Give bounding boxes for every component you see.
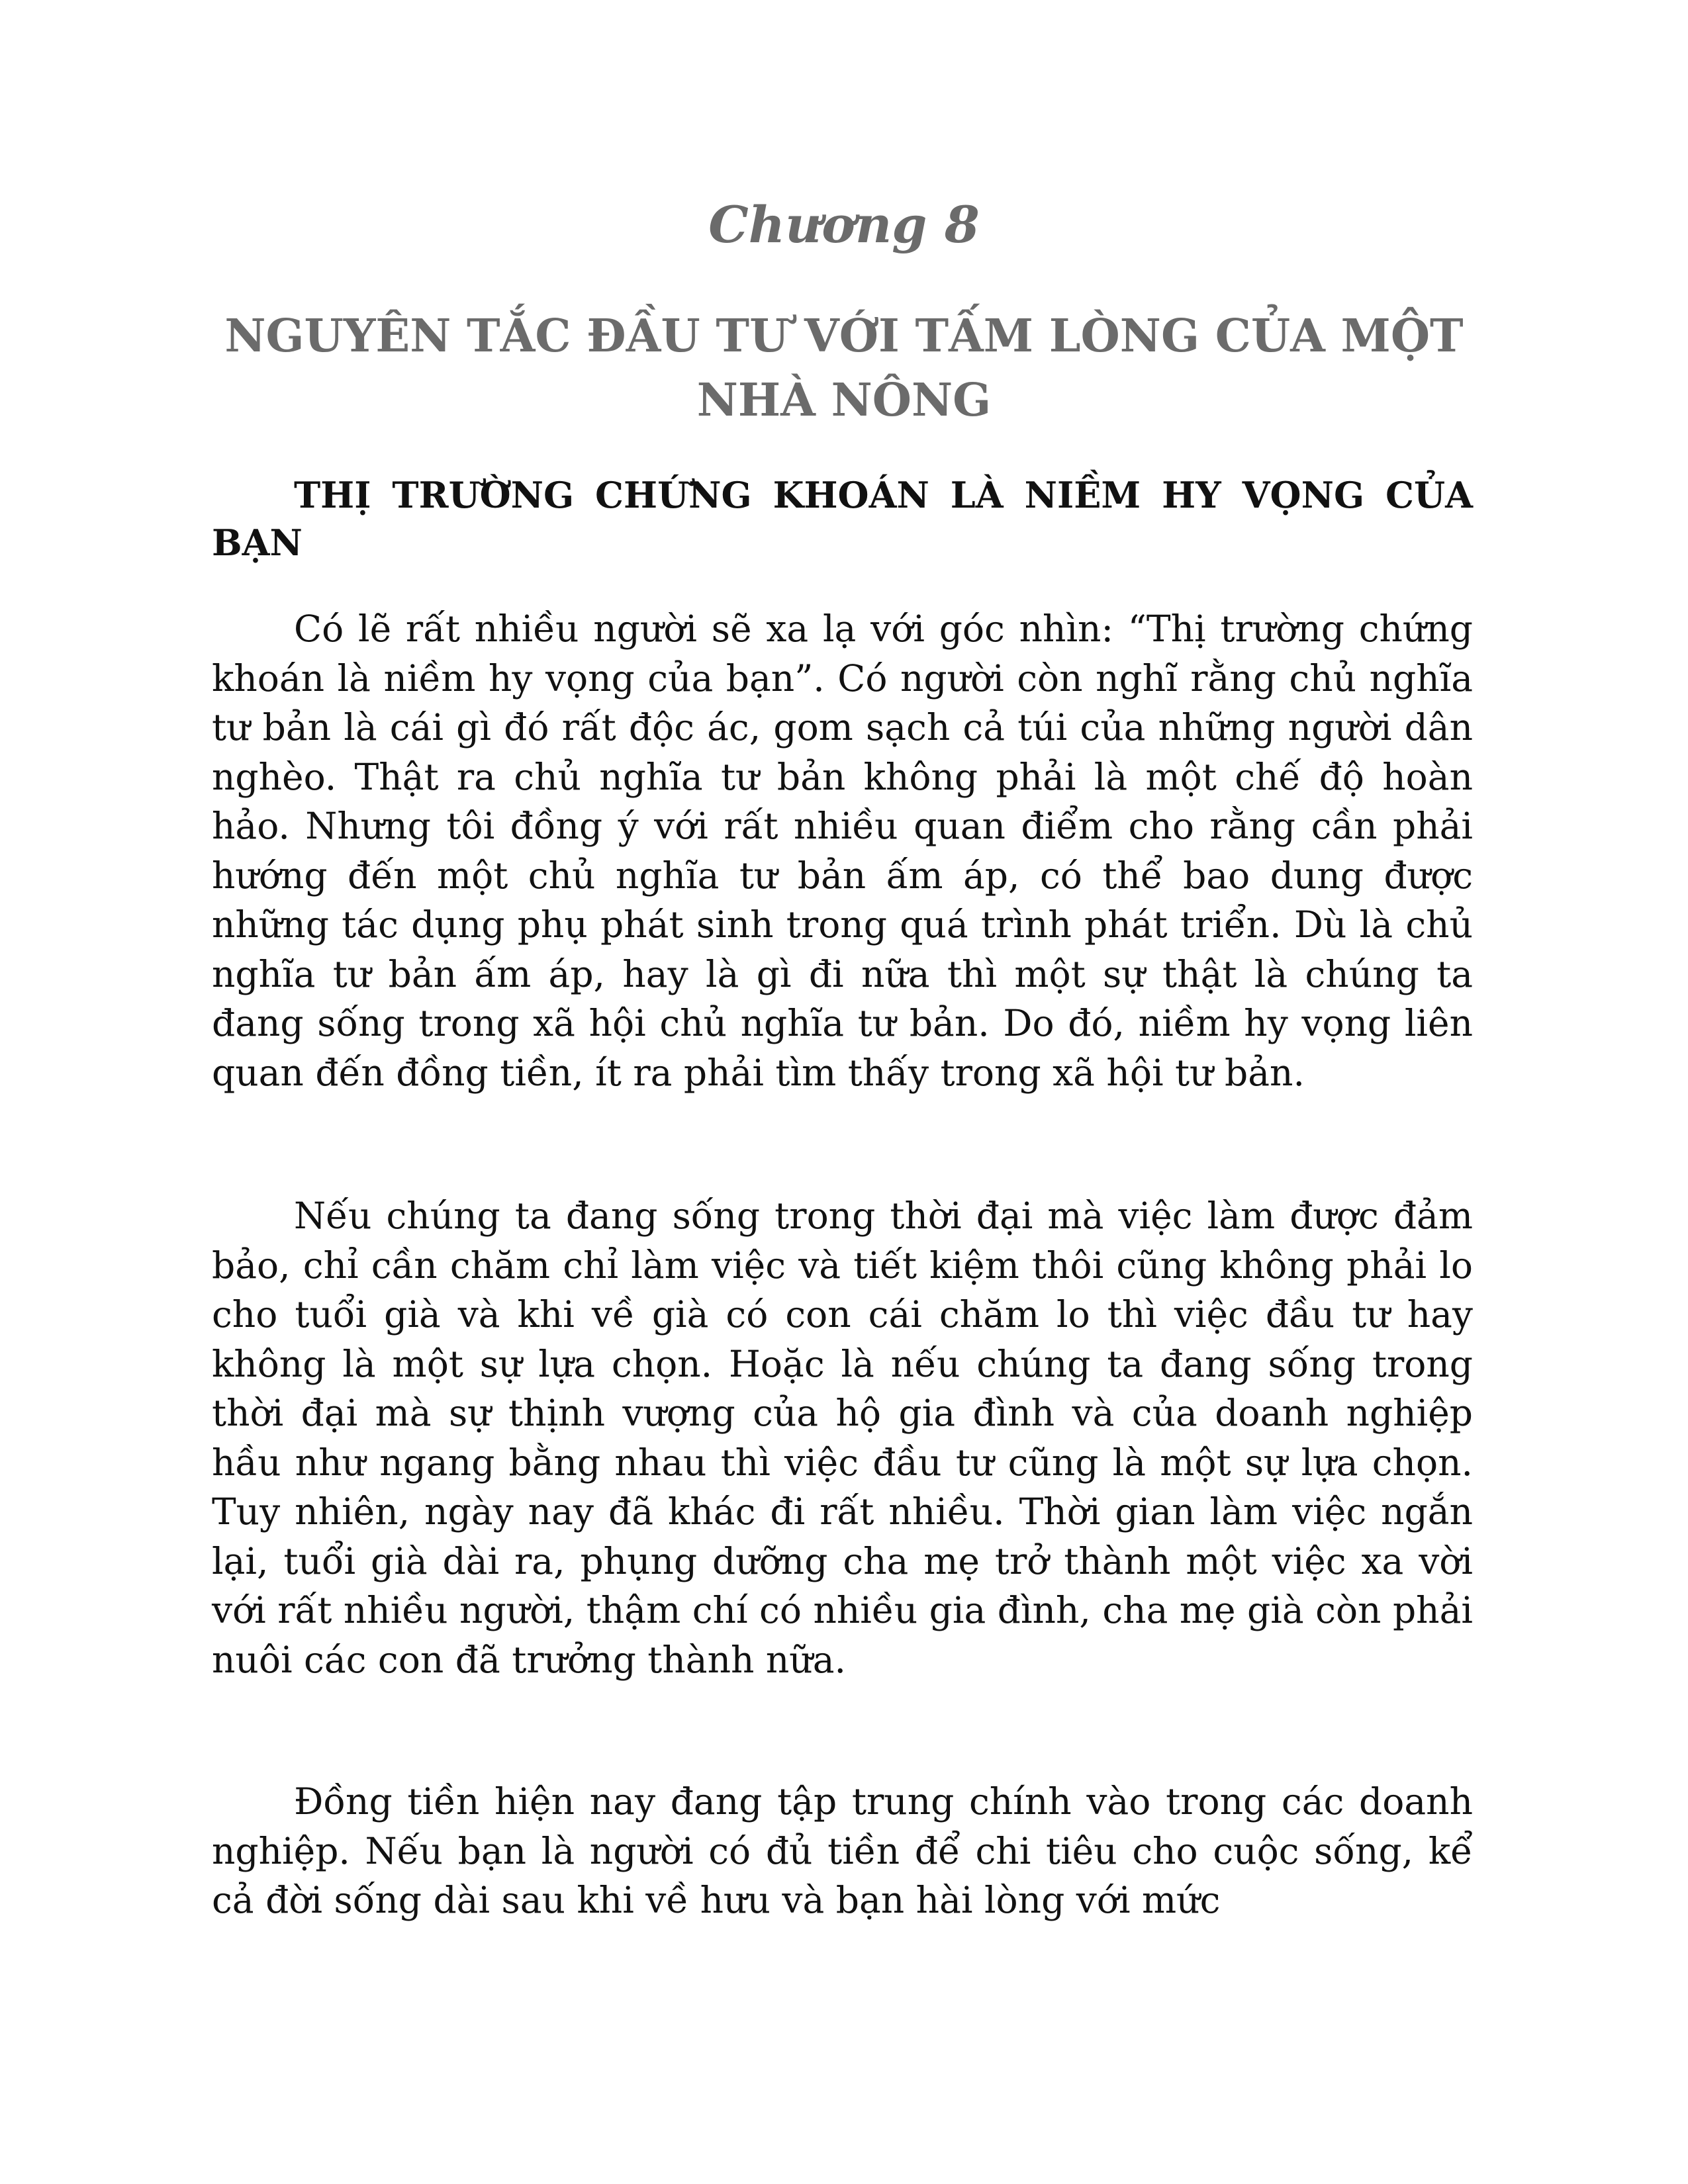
chapter-title: NGUYÊN TẮC ĐẦU TƯ VỚI TẤM LÒNG CỦA MỘT NHÀ NÔNG [224, 310, 1464, 427]
chapter-label: Chương 8 [708, 195, 980, 254]
body-paragraph: Đồng tiền hiện nay đang tập trung chính vào trong các doanh nghiệp. Nếu bạn là người có đủ tiền để chi tiêu cho cuộc sống, kể cả đời sống dài sau khi về hưu và bạn hài lòng với mức [212, 1780, 1473, 1921]
section-heading: THỊ TRƯỜNG CHỨNG KHOÁN LÀ NIỀM HY VỌNG CỦA BẠN [212, 474, 1473, 564]
body-paragraph: Nếu chúng ta đang sống trong thời đại mà việc làm được đảm bảo, chỉ cần chăm chỉ làm việc và tiết kiệm thôi cũng không phải lo cho tuổi già và khi về già có con cái chăm lo thì việc đầu tư hay không là một sự lựa chọn. Hoặc là nếu chúng ta đang sống trong thời đại mà sự thịnh vượng của hộ gia đình và của doanh nghiệp hầu như ngang bằng nhau thì việc đầu tư cũng là một sự lựa chọn. Tuy nhiên, ngày nay đã khác đi rất nhiều. Thời gian làm việc ngắn lại, tuổi già dài ra, phụng dưỡng cha mẹ trở thành một việc xa vời với rất nhiều người, thậm chí có nhiều gia đình, cha mẹ già còn phải nuôi các con đã trưởng thành nữa. [212, 1195, 1473, 1681]
body-paragraph: Có lẽ rất nhiều người sẽ xa lạ với góc nhìn: “Thị trường chứng khoán là niềm hy vọng của bạn”. Có người còn nghĩ rằng chủ nghĩa tư bản là cái gì đó rất độc ác, gom sạch cả túi của những người dân nghèo. Thật ra chủ nghĩa tư bản không phải là một chế độ hoàn hảo. Nhưng tôi đồng ý với rất nhiều quan điểm cho rằng cần phải hướng đến một chủ nghĩa tư bản ấm áp, có thể bao dung được những tác dụng phụ phát sinh trong quá trình phát triển. Dù là chủ nghĩa tư bản ấm áp, hay là gì đi nữa thì một sự thật là chúng ta đang sống trong xã hội chủ nghĩa tư bản. Do đó, niềm hy vọng liên quan đến đồng tiền, ít ra phải tìm thấy trong xã hội tư bản. [212, 608, 1473, 1094]
